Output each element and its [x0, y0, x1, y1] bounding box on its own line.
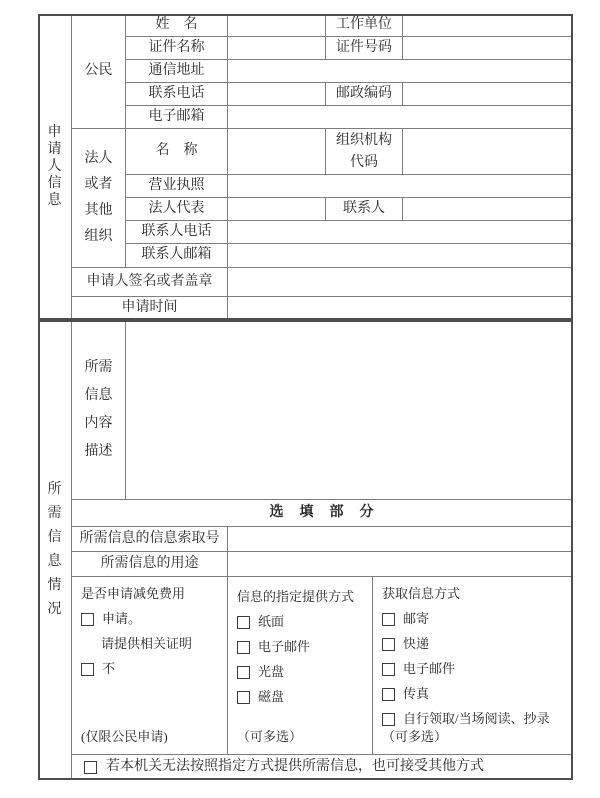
obtain-option-email-label: 电子邮件	[403, 661, 456, 676]
fee-waiver-footnote: (仅限公民申请)	[81, 729, 168, 744]
org-name-value[interactable]	[228, 129, 326, 175]
checkbox-icon[interactable]	[81, 663, 94, 676]
obtain-option-mail-label: 邮寄	[403, 611, 430, 626]
fee-waiver-option-no[interactable]	[81, 661, 221, 677]
checkbox-icon[interactable]	[84, 761, 97, 774]
org-code-value[interactable]	[403, 129, 573, 175]
postal-code-label: 邮政编码	[326, 83, 403, 106]
obtain-option-mail[interactable]	[382, 611, 566, 627]
work-unit-label: 工作单位	[326, 14, 403, 37]
fee-waiver-apply-note: 请提供相关证明	[101, 636, 193, 651]
name-label: 姓 名	[126, 14, 228, 37]
org-name-label: 名 称	[126, 129, 228, 175]
applicant-section-label-cell	[38, 14, 72, 320]
fee-waiver-cell	[72, 577, 228, 755]
retrieval-number-value[interactable]	[228, 527, 573, 552]
checkbox-icon[interactable]	[382, 613, 395, 626]
obtain-option-fax-label: 传真	[403, 686, 430, 701]
needed-info-table	[38, 320, 573, 780]
business-license-value[interactable]	[228, 175, 573, 198]
obtain-option-email[interactable]	[382, 661, 566, 677]
obtain-method-cell	[373, 577, 573, 755]
checkbox-icon[interactable]	[237, 666, 250, 679]
checkbox-icon[interactable]	[237, 691, 250, 704]
apply-date-label: 申请时间	[72, 297, 228, 320]
provide-option-email-label: 电子邮件	[258, 639, 311, 654]
checkbox-icon[interactable]	[382, 688, 395, 701]
provide-method-cell	[228, 577, 373, 755]
checkbox-icon[interactable]	[382, 663, 395, 676]
name-value[interactable]	[228, 14, 326, 37]
purpose-label: 所需信息的用途	[72, 552, 228, 577]
fee-waiver-no-label: 不	[102, 661, 116, 676]
obtain-option-self-pickup[interactable]	[382, 711, 566, 727]
retrieval-number-label: 所需信息的信息索取号	[72, 527, 228, 552]
provide-method-footnote: （可多选）	[237, 729, 303, 744]
obtain-method-footnote: （可多选）	[382, 729, 448, 744]
obtain-option-self-pickup-label: 自行领取/当场阅读、抄录	[403, 711, 550, 726]
checkbox-icon[interactable]	[81, 613, 94, 626]
checkbox-icon[interactable]	[382, 638, 395, 651]
contact-email-value[interactable]	[228, 244, 573, 268]
fee-waiver-header: 是否申请减免费用	[81, 586, 186, 601]
postal-code-value[interactable]	[403, 83, 573, 106]
contact-person-value[interactable]	[403, 198, 573, 221]
applicant-info-table	[38, 14, 573, 320]
citizen-group-label-cell	[72, 14, 126, 129]
id-number-value[interactable]	[403, 37, 573, 60]
contact-person-label: 联系人	[326, 198, 403, 221]
work-unit-value[interactable]	[403, 14, 573, 37]
id-type-value[interactable]	[228, 37, 326, 60]
info-description-label-cell	[72, 320, 126, 500]
email-value[interactable]	[228, 106, 573, 129]
purpose-value[interactable]	[228, 552, 573, 577]
provide-option-cd[interactable]	[237, 664, 366, 680]
needed-section-label: 所需信息情况	[47, 481, 62, 617]
legal-group-label-cell	[72, 129, 126, 268]
checkbox-icon[interactable]	[237, 641, 250, 654]
phone-label: 联系电话	[126, 83, 228, 106]
optional-part-header: 选 填 部 分	[72, 500, 573, 527]
obtain-option-express-label: 快递	[403, 636, 430, 651]
id-number-label: 证件号码	[326, 37, 403, 60]
applicant-section-label: 申请人信息	[47, 125, 62, 208]
fallback-option-label: 若本机关无法按照指定方式提供所需信息，也可接受其他方式	[106, 758, 484, 774]
provide-option-disk[interactable]	[237, 689, 366, 705]
obtain-option-express[interactable]	[382, 636, 566, 652]
needed-section-label-cell	[38, 320, 72, 780]
contact-phone-value[interactable]	[228, 221, 573, 244]
legal-group-label: 法人或者其他组织	[84, 151, 113, 244]
business-license-label: 营业执照	[126, 175, 228, 198]
contact-phone-label: 联系人电话	[126, 221, 228, 244]
fee-waiver-apply-label: 申请。	[102, 611, 142, 626]
signature-value[interactable]	[228, 268, 573, 297]
fallback-option-row[interactable]	[72, 755, 573, 780]
id-type-label: 证件名称	[126, 37, 228, 60]
contact-email-label: 联系人邮箱	[126, 244, 228, 268]
provide-option-cd-label: 光盘	[258, 664, 285, 679]
provide-option-paper[interactable]	[237, 614, 366, 630]
provide-option-email[interactable]	[237, 639, 366, 655]
fee-waiver-option-apply[interactable]	[81, 611, 221, 627]
email-label: 电子邮箱	[126, 106, 228, 129]
info-description-value[interactable]	[126, 320, 573, 500]
provide-option-paper-label: 纸面	[258, 614, 285, 629]
apply-date-value[interactable]	[228, 297, 573, 320]
org-code-label-text: 组织机构代码	[336, 132, 392, 170]
checkbox-icon[interactable]	[237, 616, 250, 629]
mailing-address-value[interactable]	[228, 60, 573, 83]
legal-rep-label: 法人代表	[126, 198, 228, 221]
signature-label: 申请人签名或者盖章	[72, 268, 228, 297]
obtain-method-header: 获取信息方式	[382, 586, 461, 601]
org-code-label	[326, 129, 403, 175]
provide-option-disk-label: 磁盘	[258, 689, 285, 704]
phone-value[interactable]	[228, 83, 326, 106]
citizen-group-label: 公民	[84, 62, 113, 78]
legal-rep-value[interactable]	[228, 198, 326, 221]
provide-method-header: 信息的指定提供方式	[237, 589, 355, 604]
mailing-address-label: 通信地址	[126, 60, 228, 83]
info-description-label: 所需信息内容描述	[84, 359, 113, 459]
checkbox-icon[interactable]	[382, 713, 395, 726]
obtain-option-fax[interactable]	[382, 686, 566, 702]
